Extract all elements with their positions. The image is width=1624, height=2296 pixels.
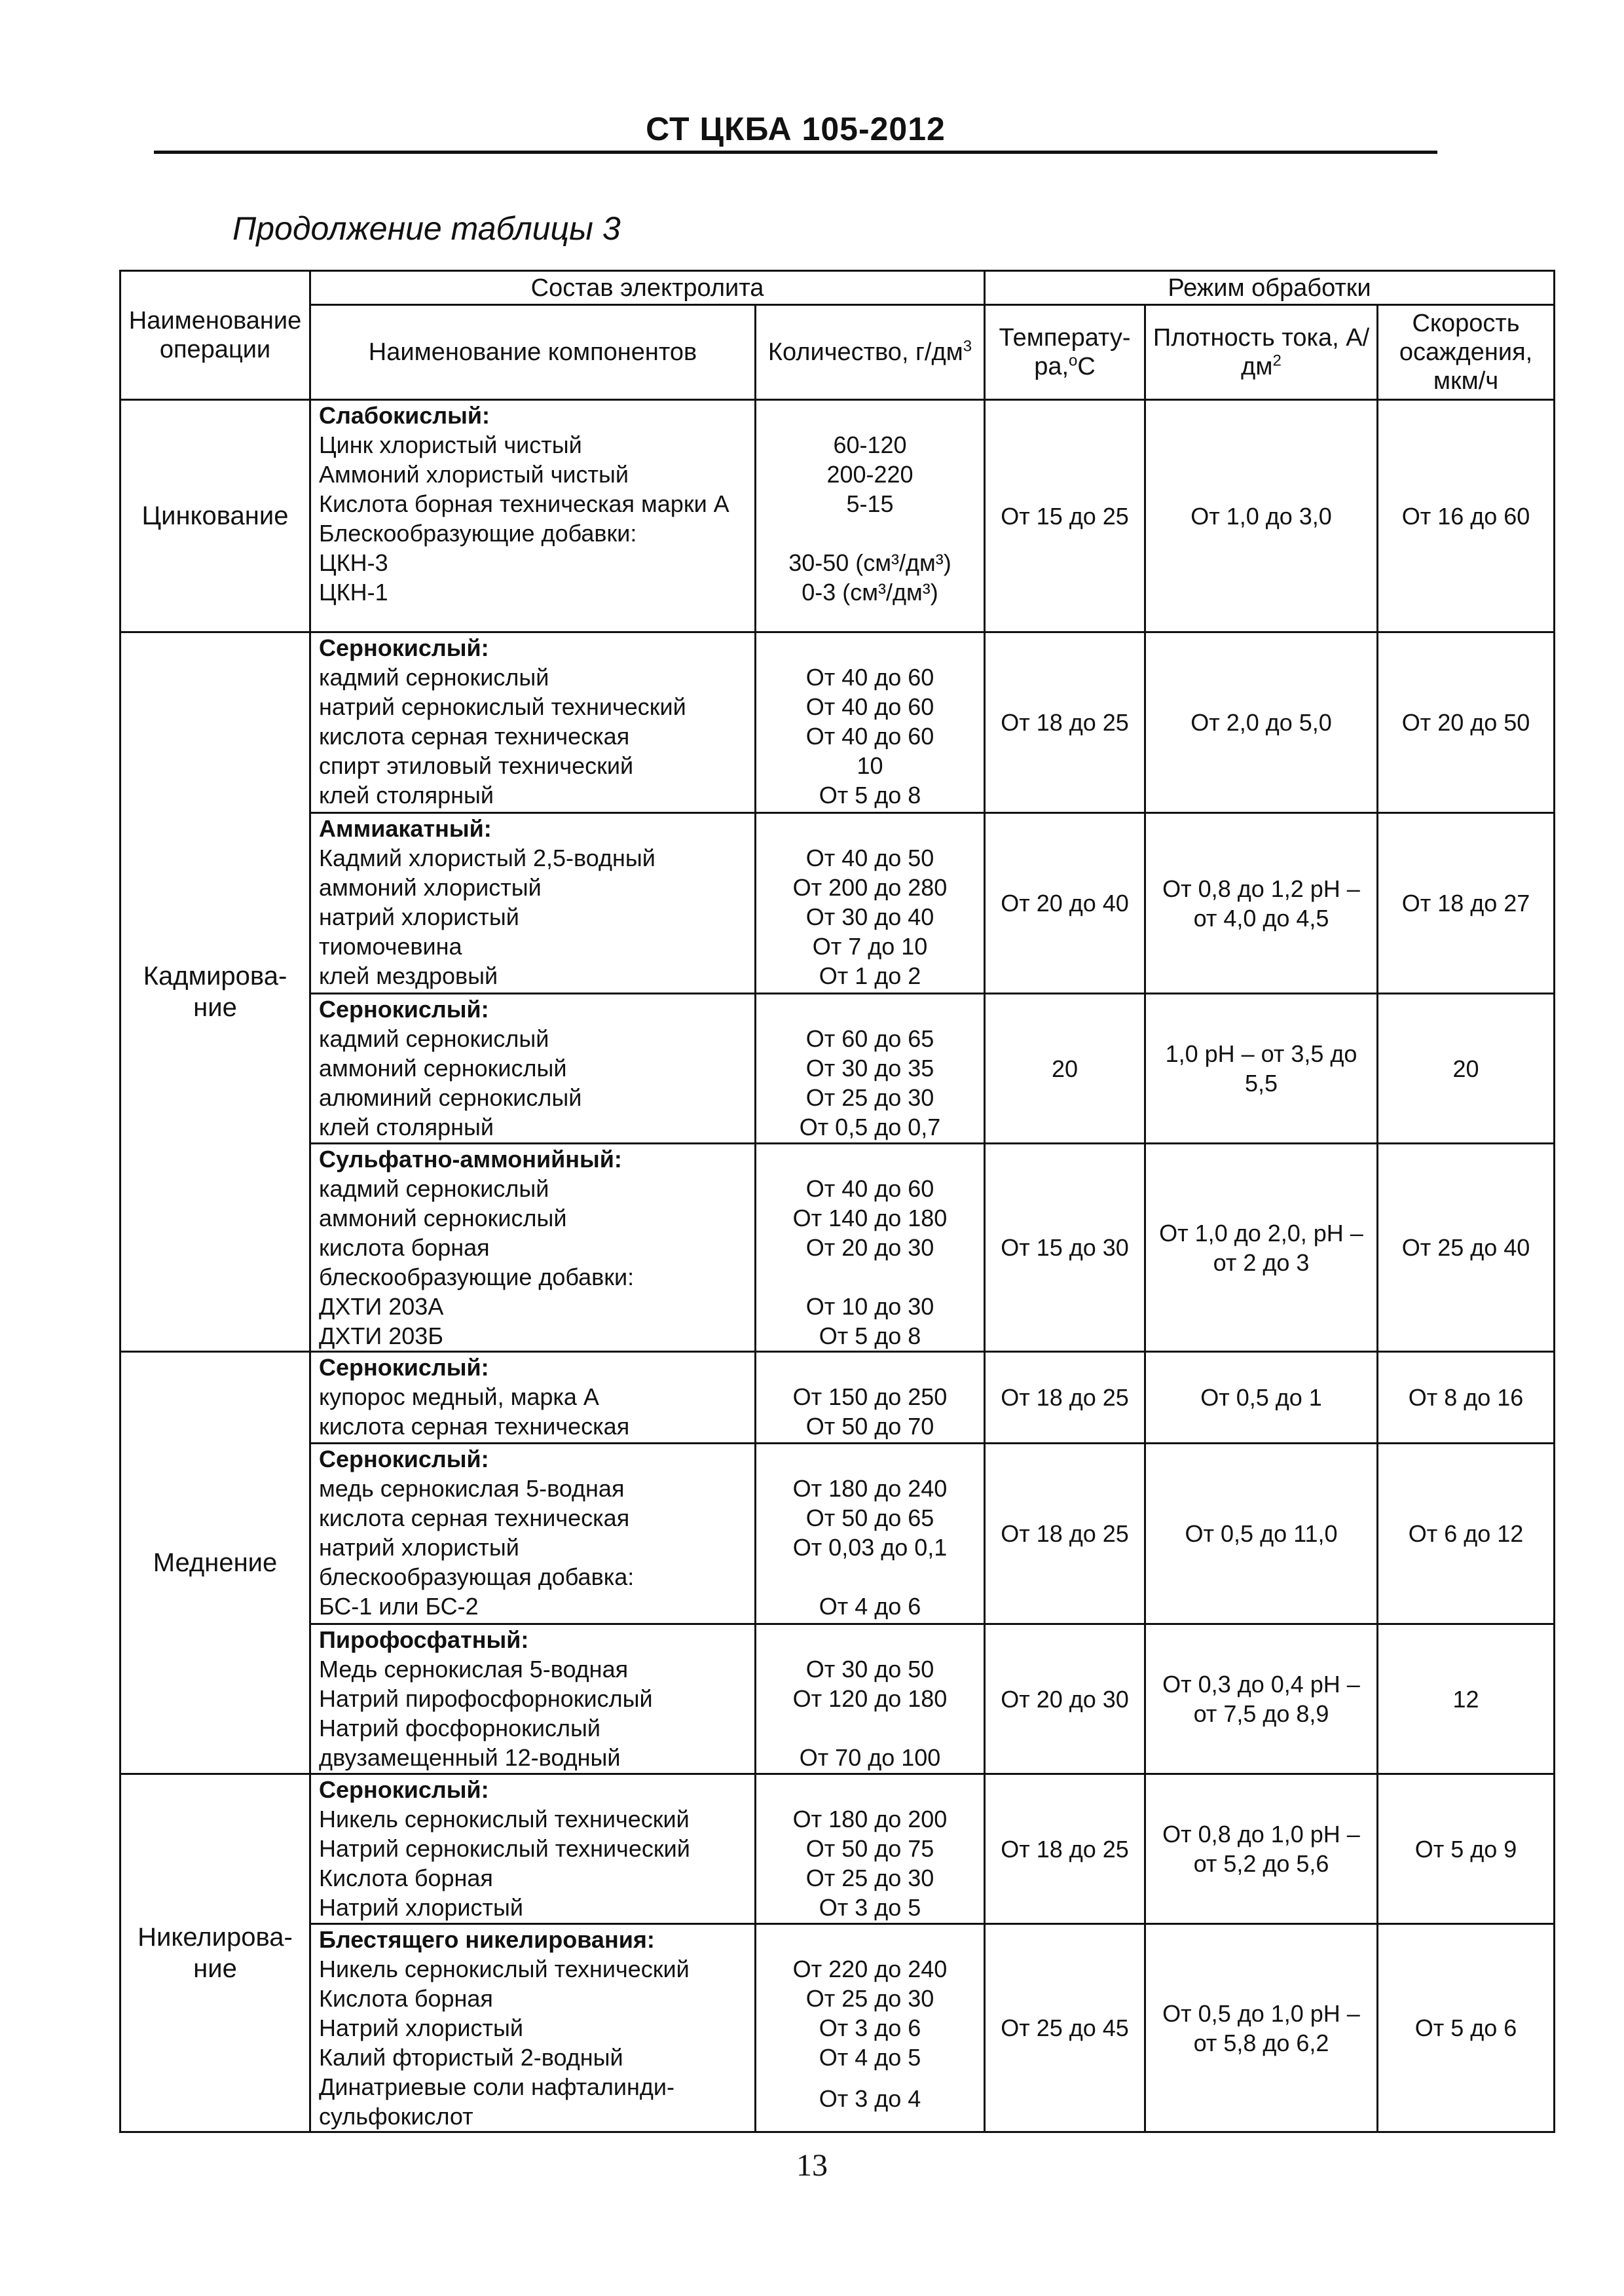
speed-cell: От 8 до 16 (1378, 1352, 1555, 1444)
speed-cell: От 16 до 60 (1378, 400, 1555, 632)
quantities-cell: От 220 до 240 От 25 до 30 От 3 до 6 От 4 до 5 От 3 до 4 (756, 1924, 985, 2132)
speed-cell: От 25 до 40 (1378, 1144, 1555, 1352)
header-current-density: Плотность тока, $А/дм^2$ (1145, 305, 1378, 400)
header-deposition-speed: Скорость осаждения, мкм/ч (1378, 305, 1555, 400)
components-cell: Сернокислый: купорос медный, марка А кислота серная техническая (310, 1352, 756, 1444)
density-cell: От 0,8 до 1,0 рН – от 5,2 до 5,6 (1145, 1774, 1378, 1924)
quantities-cell: От 60 до 65 От 30 до 35 От 25 до 30 От 0,5 до 0,7 (756, 994, 985, 1144)
operation-cadmium: Кадмирова- ние (120, 632, 310, 1352)
density-cell: От 0,5 до 1,0 рН – от 5,8 до 6,2 (1145, 1924, 1378, 2132)
density-cell: От 0,5 до 1 (1145, 1352, 1378, 1444)
density-cell: От 0,3 до 0,4 рН – от 7,5 до 8,9 (1145, 1624, 1378, 1774)
table-row (120, 1444, 1555, 1624)
quantities-cell: От 150 до 250 От 50 до 70 (756, 1352, 985, 1444)
header-mode-group: Режим обработки (985, 271, 1555, 305)
temperature-cell: 20 (985, 994, 1145, 1144)
table-row (120, 1144, 1555, 1352)
header-quantity: Количество, $г/дм^3$ (756, 305, 985, 400)
density-cell: От 0,5 до 11,0 (1145, 1444, 1378, 1624)
speed-cell: 12 (1378, 1624, 1555, 1774)
speed-cell: 20 (1378, 994, 1555, 1144)
header-rule (154, 151, 1437, 154)
table-row (120, 1924, 1555, 2132)
header-component: Наименование компонентов (310, 305, 756, 400)
table-row (120, 1774, 1555, 1924)
header-temperature: Температу- ра,$^о$С (985, 305, 1145, 400)
density-cell: От 2,0 до 5,0 (1145, 632, 1378, 813)
density-cell: От 0,8 до 1,2 рН – от 4,0 до 4,5 (1145, 813, 1378, 994)
table-row (120, 813, 1555, 994)
components-cell: Сернокислый: кадмий сернокислый аммоний сернокислый алюминий сернокислый клей столярный (310, 994, 756, 1144)
header-operation: Наименование операции (120, 271, 310, 400)
temperature-cell: От 18 до 25 (985, 1444, 1145, 1624)
table-continuation-caption: Продолжение таблицы 3 (232, 210, 621, 247)
table-row (120, 1352, 1555, 1444)
speed-cell: От 18 до 27 (1378, 813, 1555, 994)
components-cell: Сульфатно-аммонийный: кадмий сернокислый аммоний сернокислый кислота борная блескообразующие добавки: ДХТИ 203А ДХТИ 203Б (310, 1144, 756, 1352)
components-cell: Сернокислый: кадмий сернокислый натрий сернокислый технический кислота серная техническая спирт этиловый технический клей столярный (310, 632, 756, 813)
table-row (120, 632, 1555, 813)
quantities-cell: От 40 до 60 От 140 до 180 От 20 до 30 От 10 до 30 От 5 до 8 (756, 1144, 985, 1352)
speed-cell: От 20 до 50 (1378, 632, 1555, 813)
operation-nickel: Никелирова- ние (120, 1774, 310, 2132)
operation-zinc: Цинкование (120, 400, 310, 632)
components-cell: Сернокислый: медь сернокислая 5-водная кислота серная техническая натрий хлористый блескообразующая добавка: БС-1 или БС-2 (310, 1444, 756, 1624)
header-electrolyte-group: Состав электролита (310, 271, 985, 305)
density-cell: От 1,0 до 3,0 (1145, 400, 1378, 632)
quantities-cell: От 40 до 60 От 40 до 60 От 40 до 60 10 От 5 до 8 (756, 632, 985, 813)
table-row (120, 400, 1555, 632)
quantities-cell: От 180 до 240 От 50 до 65 От 0,03 до 0,1 От 4 до 6 (756, 1444, 985, 1624)
temperature-cell: От 18 до 25 (985, 1352, 1145, 1444)
temperature-cell: От 18 до 25 (985, 632, 1145, 813)
density-cell: От 1,0 до 2,0, рН – от 2 до 3 (1145, 1144, 1378, 1352)
components-cell: Блестящего никелирования: Никель сернокислый технический Кислота борная Натрий хлористый Калий фтористый 2-водный Динатриевые соли нафталинди-сульфокислот (310, 1924, 756, 2132)
density-cell: 1,0 рН – от 3,5 до 5,5 (1145, 994, 1378, 1144)
document-code-header: СТ ЦКБА 105-2012 (646, 111, 946, 147)
electroplating-table (119, 270, 1555, 2133)
components-cell: Сернокислый: Никель сернокислый технический Натрий сернокислый технический Кислота борная Натрий хлористый (310, 1774, 756, 1924)
speed-cell: От 6 до 12 (1378, 1444, 1555, 1624)
speed-cell: От 5 до 6 (1378, 1924, 1555, 2132)
quantities-cell: От 40 до 50 От 200 до 280 От 30 до 40 От 7 до 10 От 1 до 2 (756, 813, 985, 994)
operation-copper: Меднение (120, 1352, 310, 1774)
components-cell: Аммиакатный: Кадмий хлористый 2,5-водный аммоний хлористый натрий хлористый тиомочевина клей мездровый (310, 813, 756, 994)
temperature-cell: От 20 до 40 (985, 813, 1145, 994)
table-row (120, 1624, 1555, 1774)
quantities-cell: От 180 до 200 От 50 до 75 От 25 до 30 От 3 до 5 (756, 1774, 985, 1924)
quantities-cell: От 30 до 50 От 120 до 180 От 70 до 100 (756, 1624, 985, 1774)
components-cell: Слабокислый: Цинк хлористый чистый Аммоний хлористый чистый Кислота борная техническая марки А Блескообразующие добавки: ЦКН-3 ЦКН-1 (310, 400, 756, 632)
temperature-cell: От 20 до 30 (985, 1624, 1145, 1774)
speed-cell: От 5 до 9 (1378, 1774, 1555, 1924)
components-cell: Пирофосфатный: Медь сернокислая 5-водная Натрий пирофосфорнокислый Натрий фосфорнокислый двузамещенный 12-водный (310, 1624, 756, 1774)
table-row (120, 994, 1555, 1144)
temperature-cell: От 25 до 45 (985, 1924, 1145, 2132)
temperature-cell: От 15 до 25 (985, 400, 1145, 632)
page-number: 13 (796, 2148, 828, 2183)
temperature-cell: От 15 до 30 (985, 1144, 1145, 1352)
temperature-cell: От 18 до 25 (985, 1774, 1145, 1924)
quantities-cell: 60-120 200-220 5-15 30-50 (см³/дм³) 0-3 (см³/дм³) (756, 400, 985, 632)
